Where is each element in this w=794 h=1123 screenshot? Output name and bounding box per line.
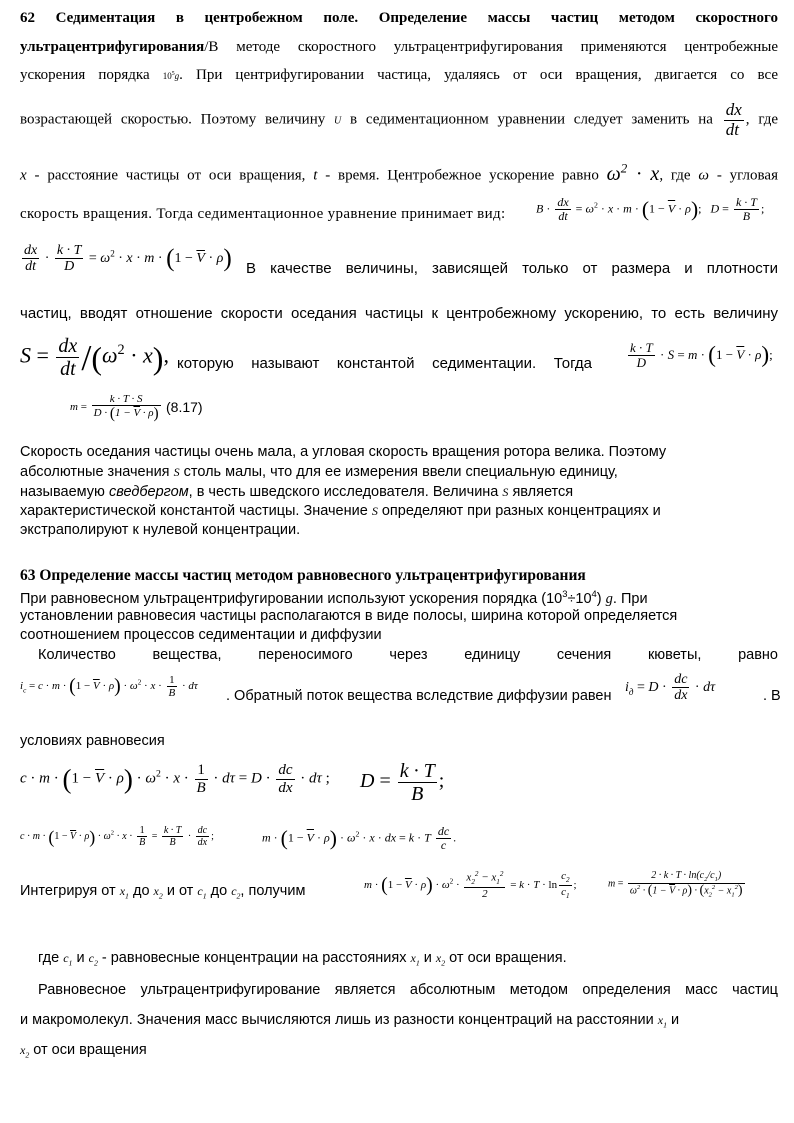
section-62-para3-line-1: Скорость оседания частицы очень мала, а угловая скорость вращения ротора велика. Поэтому <box>20 444 667 460</box>
section-62-heading: 62 Седиментация в центробежном поле. Определение массы частиц методом скоростного <box>20 10 778 26</box>
equation-dxdt-kT-D: $\frac{dx}{dt}$ · $\frac{k \cdot T}{D}$ = $\omega^2 \cdot x \cdot m \cdot (1 - \overline{V} \cdot \rho)$ <box>24 243 232 275</box>
equation-ic: $i_c = c \cdot m \cdot (1 - \overline{V} \cdot \rho) \cdot \omega^2 \cdot x$ · $\frac{1}{B}$ · dτ <box>20 674 198 700</box>
section-62-line-5: скорость вращения. Тогда седиментационное уравнение принимает вид: B · $\frac{dx}{dt}$ = $\omega^2 \cdot x \cdot m \cdot (1 - \overline{V} \cdot \rho)$; D = $\frac{k \cdot T}{B}$ ; <box>20 195 765 224</box>
section-62-line-2: ускорения порядка $10^5g$. При центрифугировании частица, удаляясь от оси вращения, двигается со все <box>20 67 778 83</box>
section-62-line-7: частиц, вводят отношение скорости оседания частицы к центробежному ускорению, то есть величину <box>20 305 778 322</box>
equation-D-kT-B: D = $\frac{k \cdot T}{B}$ ; <box>360 760 445 805</box>
section-63-line-7: Интегрируя от $x_1$ до $x_2$ и от $c_1$ до $c_2$, получим $m \cdot (1 - \overline{V} \cdot \rho) \cdot \omega^2$ · $\frac{x_2^2 - x_1^2}{2}$ = k · T · ln $\frac{c_2}{c_1}$ ; m = $\frac{2 \cdot k \cdot T \cdot \ln(c_2/c_1)}{\omega^2 \cdot (1 - \overline{V} \cdot \rho) \cdot (x_2^2 - x_1^2)}$ <box>20 870 778 920</box>
section-63-line-9: Равновесное ультрацентрифугирование является абсолютным методом определения масс частиц <box>38 982 778 998</box>
section-62-para3-line-3: называемую сведбергом, в честь шведского исследователя. Величина S является <box>20 484 574 500</box>
section-63-line-4: Количество вещества, переносимого через единицу сечения кюветы, равно <box>38 647 778 663</box>
section-63-line-1: При равновесном ультрацентрифугировании используют ускорения порядка $(10^3\div 10^4)$ g. При <box>20 588 648 607</box>
section-63-line-10: и макромолекул. Значения масс вычисляются лишь из разности концентраций на расстоянии $x_1$ и <box>20 1012 680 1030</box>
equation-equilibrium-3: $m \cdot (1 - \overline{V} \cdot \rho) \cdot \omega^2 \cdot x$ · dx = k · T $\frac{dc}{c}$ . <box>262 824 457 853</box>
section-62-line-4: x - расстояние частицы от оси вращения, t - время. Центробежное ускорение равно $\omega^2 \cdot x$, где ω - угловая <box>20 160 778 185</box>
section-62-line-1: ультрацентрифугирования/В методе скоростного ультрацентрифугирования применяются центробежные <box>20 39 778 55</box>
section-63-line-3: соотношением процессов седиментации и диффузии <box>20 627 382 643</box>
section-63-line-8: где $c_1$ и $c_2$ - равновесные концентрации на расстояниях $x_1$ и $x_2$ от оси вращения. <box>38 950 567 968</box>
section-62-para3-line-2: абсолютные значения S столь малы, что для ее измерения ввели специальную единицу, <box>20 464 618 480</box>
section-63-line-6: условиях равновесия <box>20 733 165 749</box>
section-62-line-6: $\frac{dx}{dt}$ · $\frac{k \cdot T}{D}$ = $\omega^2 \cdot x \cdot m \cdot (1 - \overline{V} \cdot \rho)$ В качестве величины, зависящей только от размера и плотности <box>20 243 778 287</box>
section-63-line-2: установлении равновесия частицы располагаются в виде полосы, ширина которой определяется <box>20 608 678 624</box>
equation-S-definition: S = $\frac{dx}{dt}$ $/(\omega^2 \cdot x)$, <box>20 335 169 380</box>
equation-kT-D-S: $\frac{k \cdot T}{D}$ · $S = m \cdot (1 - \overline{V} \cdot \rho)$; <box>630 340 773 371</box>
section-62-line-3: возрастающей скоростью. Поэтому величину U в седиментационном уравнении следует заменить на $\frac{dx}{dt}$ , где <box>20 100 779 139</box>
equation-number: (8.17) <box>166 399 203 415</box>
section-62-para3-line-4: характеристической константой частицы. Значение S определяют при разных концентрациях и <box>20 503 661 519</box>
equation-817-line <box>20 393 778 435</box>
section-63-heading: 63 Определение массы частиц методом равновесного ультрацентрифугирования <box>20 567 586 584</box>
section-63-line-5: $i_c = c \cdot m \cdot (1 - \overline{V} \cdot \rho) \cdot \omega^2 \cdot x$ · $\frac{1}{B}$ · dτ . Обратный поток вещества вследствие диффузии равен $i_д = D$ · $\frac{dc}{dx}$ · dτ . В <box>20 672 781 704</box>
equation-equilibrium: $c \cdot m \cdot (1 - \overline{V} \cdot \rho) \cdot \omega^2 \cdot x$ · $\frac{1}{B}$ · dτ = D · $\frac{dc}{dx}$ · dτ ; <box>20 762 330 796</box>
sedimentation-equation-inline: B · $\frac{dx}{dt}$ = $\omega^2 \cdot x \cdot m \cdot (1 - \overline{V} \cdot \rho)$; D = $\frac{k \cdot T}{B}$ ; <box>536 195 765 224</box>
equation-integrated: $m \cdot (1 - \overline{V} \cdot \rho) \cdot \omega^2$ · $\frac{x_2^2 - x_1^2}{2}$ = k · T · ln $\frac{c_2}{c_1}$ ; <box>364 870 577 901</box>
equation-id: $i_д = D$ · $\frac{dc}{dx}$ · dτ <box>625 672 716 704</box>
equation-equilibrium-2: $c \cdot m \cdot (1 - \overline{V} \cdot \rho) \cdot \omega^2 \cdot x$ · $\frac{1}{B}$ = $\frac{k \cdot T}{B}$ · $\frac{dc}{dx}$ ; <box>20 825 214 848</box>
section-63-line-11: $x_2$ от оси вращения <box>20 1042 147 1060</box>
section-62-line-8: S = $\frac{dx}{dt}$ $/(\omega^2 \cdot x)$, которую называют константой седиментации. Тогда $\frac{k \cdot T}{D}$ · $S = m \cdot (1 - \overline{V} \cdot \rho)$; <box>20 335 773 380</box>
section-62-para3-line-5: экстраполируют к нулевой концентрации. <box>20 522 301 538</box>
equation-mass-equilibrium: m = $\frac{2 \cdot k \cdot T \cdot \ln(c_2/c_1)}{\omega^2 \cdot (1 - \overline{V} \cdot \rho) \cdot (x_2^2 - x_1^2)}$ <box>608 870 743 899</box>
equation-mass-sedimentation: m = $\frac{k \cdot T \cdot S}{D \cdot (1 - \overline{V} \cdot \rho)}$ <box>70 393 159 423</box>
